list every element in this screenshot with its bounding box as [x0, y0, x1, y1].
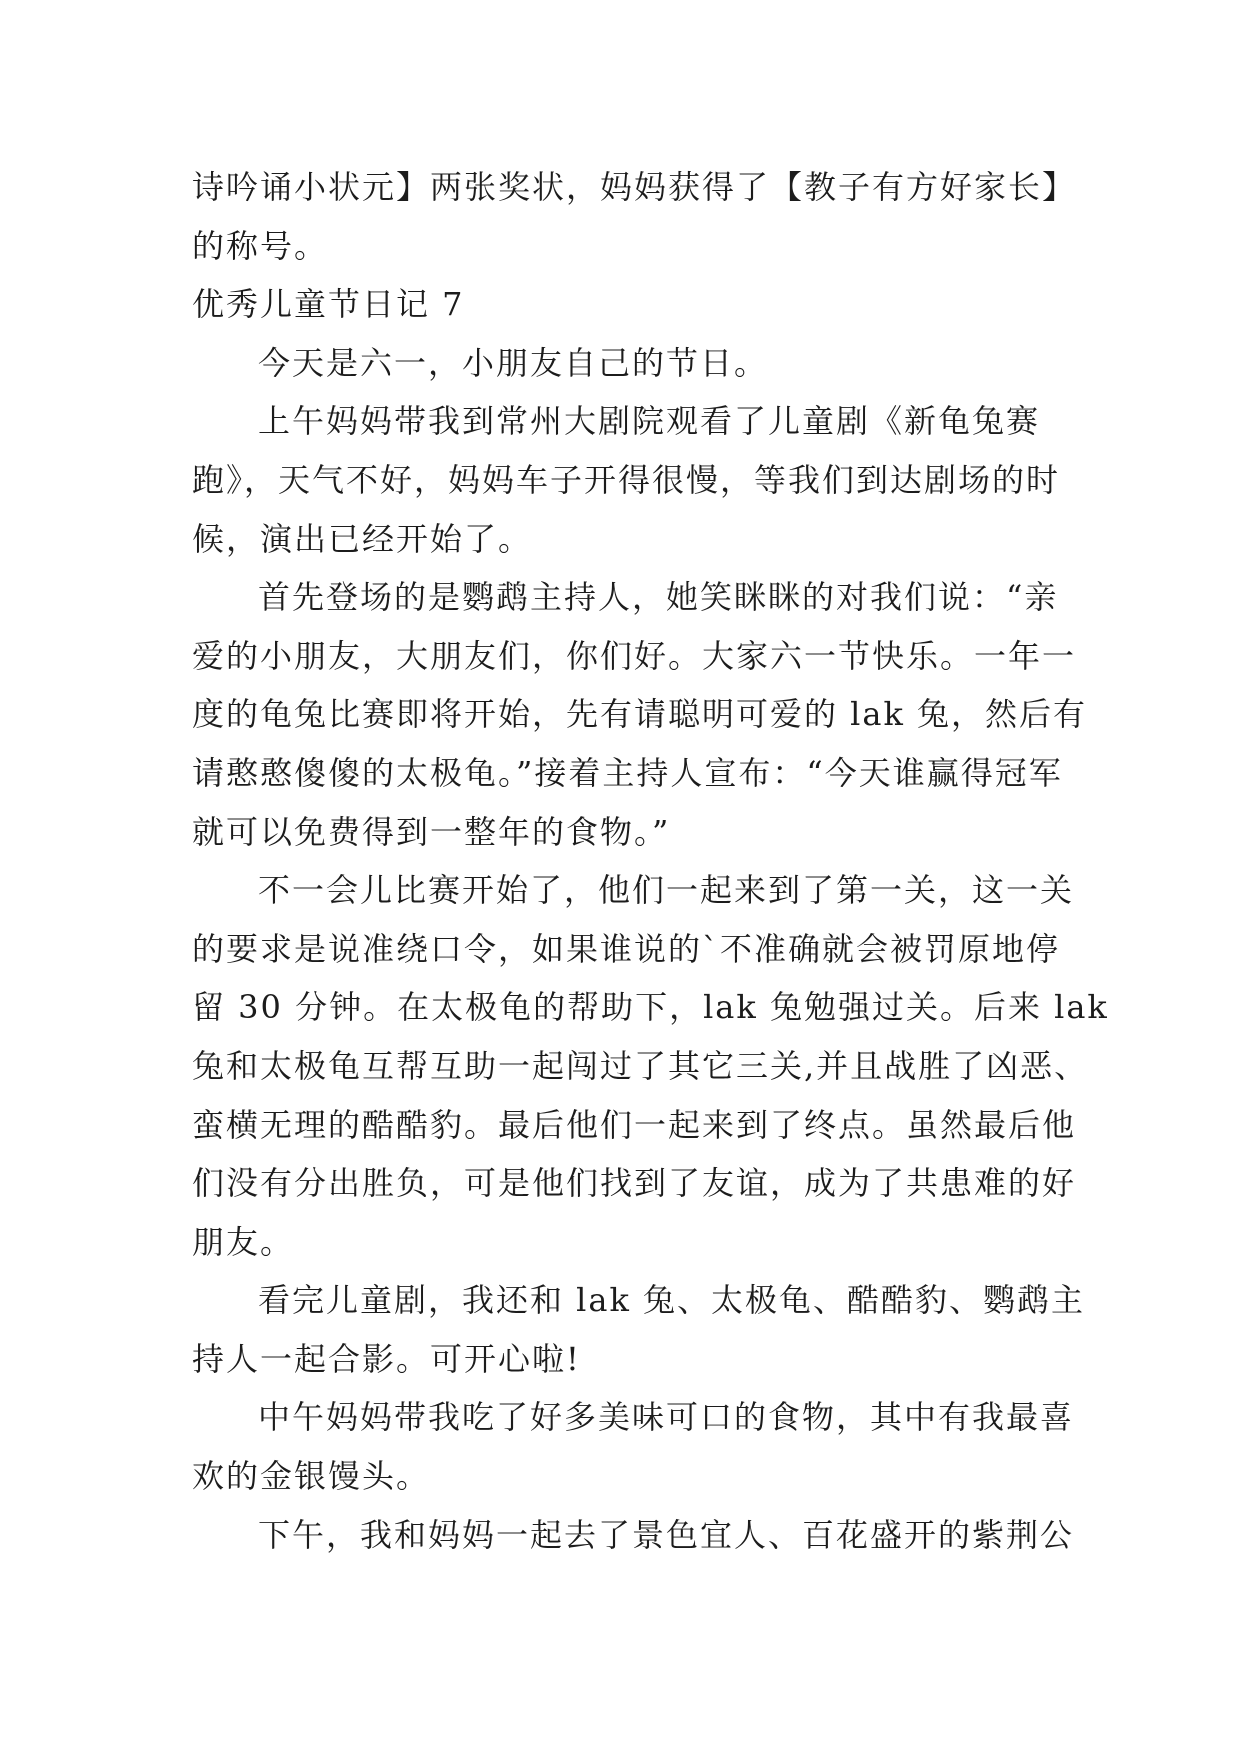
text-line: 请憨憨傻傻的太极龟。”接着主持人宣布：“今天谁赢得冠军	[192, 753, 1063, 792]
document-body	[192, 158, 1109, 1564]
text-line: 不一会儿比赛开始了，他们一起来到了第一关，这一关	[258, 871, 1075, 910]
text-line: 们没有分出胜负，可是他们找到了友谊，成为了共患难的好	[192, 1164, 1077, 1203]
text-line: 中午妈妈带我吃了好多美味可口的食物，其中有我最喜	[258, 1398, 1075, 1437]
text-line: 候，演出已经开始了。	[192, 519, 533, 558]
text-line: 的称号。	[192, 226, 329, 265]
text-line: 蛮横无理的酷酷豹。最后他们一起来到了终点。虽然最后他	[192, 1105, 1077, 1144]
text-line: 下午，我和妈妈一起去了景色宜人、百花盛开的紫荆公	[258, 1515, 1075, 1554]
text-line: 首先登场的是鹦鹉主持人，她笑眯眯的对我们说：“亲	[258, 578, 1059, 617]
section-heading: 优秀儿童节日记 7	[192, 285, 465, 324]
text-line: 诗吟诵小状元】两张奖状，妈妈获得了【教子有方好家长】	[192, 168, 1077, 206]
text-line: 看完儿童剧，我还和 lak 兔、太极龟、酷酷豹、鹦鹉主	[258, 1281, 1086, 1320]
text-line: 朋友。	[192, 1222, 295, 1261]
text-line: 度的龟兔比赛即将开始，先有请聪明可爱的 lak 兔，然后有	[192, 695, 1088, 734]
text-line: 留 30 分钟。在太极龟的帮助下，lak 兔勉强过关。后来 lak	[192, 988, 1109, 1027]
text-line: 跑》，天气不好，妈妈车子开得很慢，等我们到达剧场的时	[192, 460, 1061, 499]
text-line: 爱的小朋友，大朋友们，你们好。大家六一节快乐。一年一	[192, 636, 1077, 675]
text-line: 上午妈妈带我到常州大剧院观看了儿童剧《新龟兔赛	[258, 402, 1041, 441]
text-line: 欢的金银馒头。	[192, 1457, 431, 1496]
text-line: 今天是六一，小朋友自己的节日。	[258, 343, 769, 382]
text-line: 的要求是说准绕口令，如果谁说的`不准确就会被罚原地停	[192, 929, 1061, 968]
text-line: 兔和太极龟互帮互助一起闯过了其它三关,并且战胜了凶恶、	[192, 1046, 1089, 1085]
text-line: 持人一起合影。可开心啦!	[192, 1339, 581, 1378]
text-line: 就可以免费得到一整年的食物。”	[192, 812, 671, 851]
